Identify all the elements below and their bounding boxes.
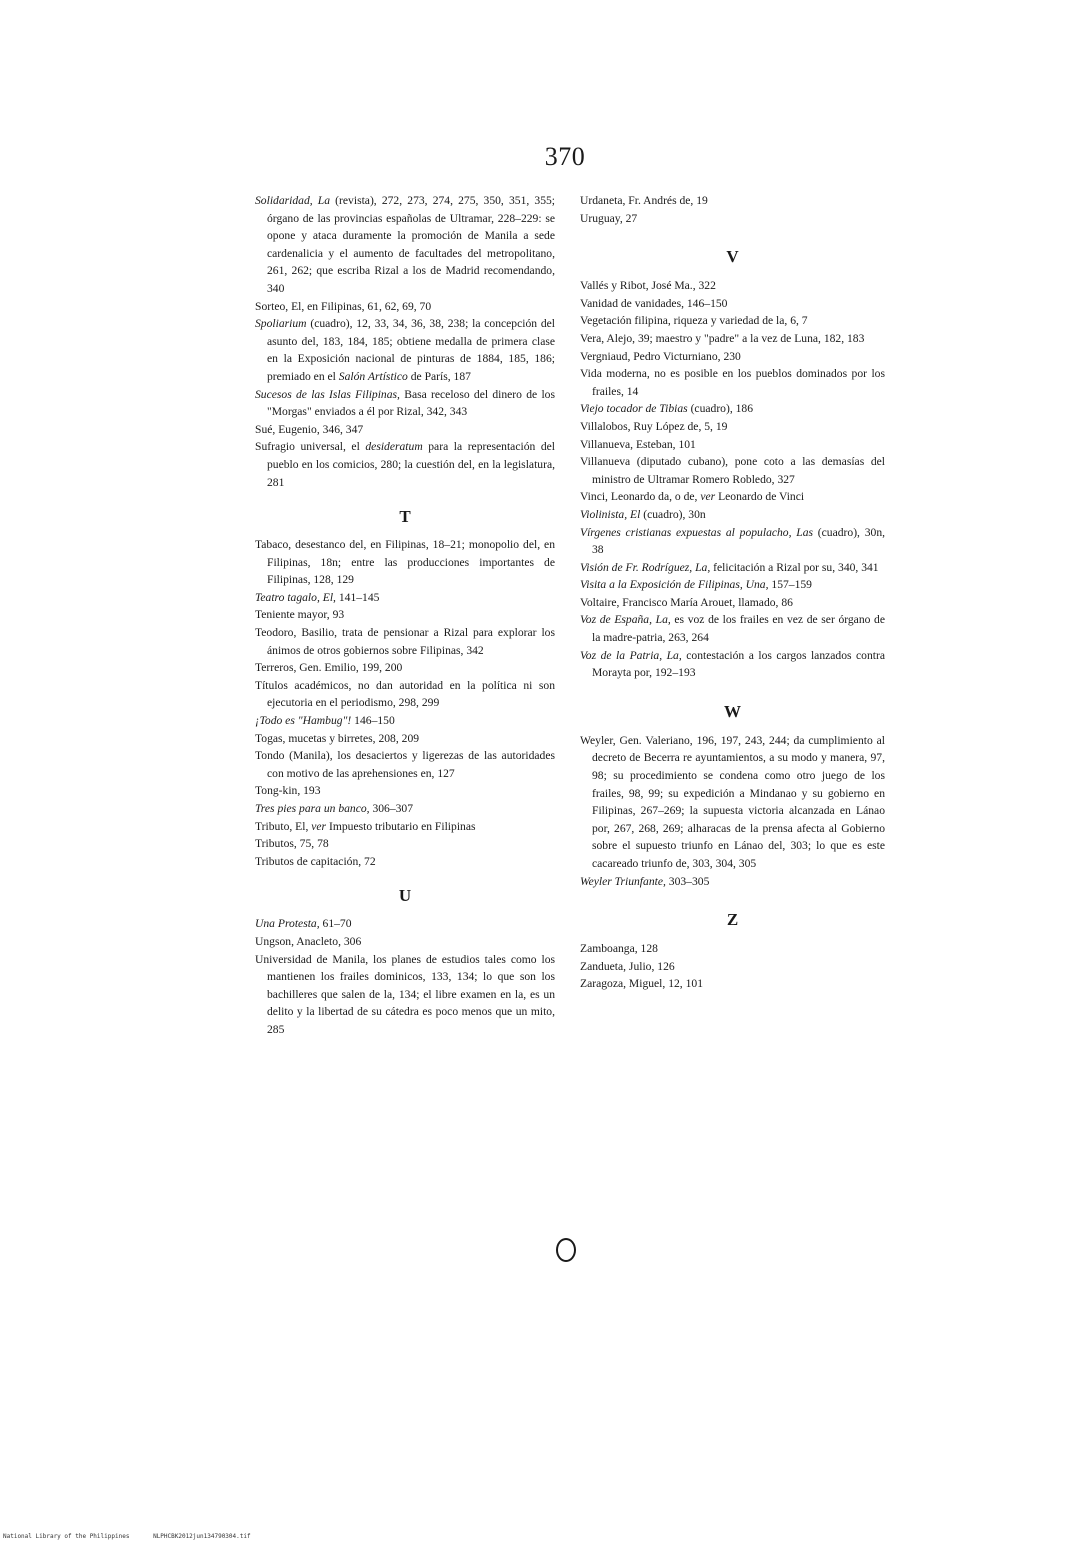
index-entry (580, 576, 885, 594)
index-entry (580, 348, 885, 366)
entry-text: Voltaire, Francisco María Arouet, llamado, 86 (580, 595, 793, 609)
index-entry (580, 958, 885, 976)
section-letter-w: W (724, 701, 741, 721)
index-entry (580, 277, 885, 295)
entry-text: para la representación del pueblo en los comicios, 280; la cuestión del, en la legislatura, 281 (267, 440, 556, 489)
index-entry (580, 400, 885, 418)
entry-text: Weyler, Gen. Valeriano, 196, 197, 243, 244; da cumplimiento al decreto de Becerra re ayuntamientos, a su modo y manera, 97, 98; su procedimiento se condena como otro juego de los frailes, 98, 99; su expedición a Mindanao y su gobierno en Filipinas, 267–269; la supuesta victoria alcanzada en Lánao por, 267, 268, 269; alharacas de la prensa afecta al Gobierno sobre el supuesto triunfo en Lánao del, 303; lo que es este cacareado triunfo de, 303, 304, 305 (580, 733, 885, 870)
index-entry (255, 915, 555, 933)
index-entry (255, 386, 555, 421)
entry-title-italic: Viejo tocador de Tibias (580, 402, 688, 416)
entry-text: Sufragio universal, el (255, 440, 366, 454)
entry-text: Teniente mayor, 93 (255, 608, 345, 622)
entry-text: Uruguay, 27 (580, 211, 638, 225)
index-entry (580, 524, 885, 559)
entry-text: Vegetación filipina, riqueza y variedad de la, 6, 7 (580, 314, 808, 328)
page-number: 370 (544, 142, 586, 171)
index-entry (255, 818, 555, 836)
entry-text: contestación a los cargos lanzados contra Morayta por, 192–193 (592, 648, 885, 680)
index-entry (255, 315, 555, 385)
entry-text: Vallés y Ribot, José Ma., 322 (580, 279, 716, 293)
entry-text: Leonardo de Vinci (715, 490, 805, 504)
entry-text: Zandueta, Julio, 126 (580, 959, 675, 973)
index-entry (255, 800, 555, 818)
entry-text: Tributos, 75, 78 (255, 837, 329, 851)
index-entry (580, 647, 885, 682)
index-entry (255, 298, 555, 316)
index-entry (255, 782, 555, 800)
entry-text: es voz de los frailes en vez de ser órgano de la madre-patria, 263, 264 (592, 613, 885, 645)
entry-text: Sué, Eugenio, 346, 347 (255, 422, 364, 436)
section-letter-u: U (398, 886, 412, 906)
entry-title-italic: Visita a la Exposición de Filipinas, Una, (580, 578, 769, 592)
index-entry (580, 312, 885, 330)
entry-text: 303–305 (665, 874, 710, 888)
entry-title-italic: ver (700, 490, 716, 504)
entry-text: 141–145 (335, 590, 380, 604)
index-entry (255, 677, 555, 712)
index-entry (255, 438, 555, 491)
end-ornament (556, 1238, 576, 1262)
entry-title-italic: Una Protesta, (255, 917, 320, 931)
index-entry (255, 853, 555, 871)
entry-text: Urdaneta, Fr. Andrés de, 19 (580, 194, 708, 207)
entry-text: 146–150 (351, 714, 395, 728)
entry-text: (cuadro), 12, 33, 34, 36, 38, 238; la concepción del asunto del, 183, 184, 185; obtiene medalla de primera clase en la Exposición nacional de pinturas de 1884, 185, 186; premiado en el (267, 317, 555, 383)
entry-title-italic: Spoliarium (255, 317, 307, 331)
entry-title-italic: ¡Todo es "Hambug"! (255, 714, 352, 728)
index-entry (580, 975, 885, 993)
entry-text: Tondo (Manila), los desaciertos y ligerezas de las autoridades con motivo de las aprehensiones en, 127 (255, 749, 555, 780)
index-entry (255, 712, 555, 730)
entry-title-italic: Voz de la Patria, La, (580, 648, 682, 662)
entry-text: Vida moderna, no es posible en los pueblos dominados por los frailes, 14 (580, 367, 885, 398)
entry-text: Vera, Alejo, 39; maestro y "padre" a la vez de Luna, 182, 183 (580, 331, 865, 345)
section-letter-t: T (399, 507, 411, 527)
entry-title-italic: Teatro tagalo, El, (255, 590, 336, 604)
entry-title-italic: Visión de Fr. Rodríguez, La, (580, 560, 711, 574)
entry-text: 157–159 (768, 578, 812, 592)
entry-title-italic: Violinista, El (580, 507, 641, 521)
entry-text: Villanueva (diputado cubano), pone coto a las demasías del ministro de Ultramar Romero Robledo, 327 (580, 455, 885, 486)
entry-title-italic: Voz de España, La, (580, 613, 671, 627)
entry-title-italic: Salón Artístico (338, 369, 408, 383)
entry-text: Zaragoza, Miguel, 12, 101 (580, 977, 703, 991)
entry-text: Villalobos, Ruy López de, 5, 19 (580, 419, 728, 433)
index-entry (580, 873, 885, 891)
entry-text: Sorteo, El, en Filipinas, 61, 62, 69, 70 (255, 299, 432, 313)
entry-text: (cuadro), 30n (640, 507, 706, 521)
index-entry (255, 421, 555, 439)
entry-text: Vanidad de vanidades, 146–150 (580, 296, 728, 310)
index-column-right (580, 192, 885, 993)
scan-footer (3, 1533, 271, 1540)
entry-text: felicitación a Rizal por su, 340, 341 (710, 560, 879, 574)
index-entry (580, 453, 885, 488)
index-entry (255, 192, 555, 298)
index-column-left (255, 192, 555, 1039)
entry-title-italic: Weyler Triunfante, (580, 874, 666, 888)
index-entry (255, 933, 555, 951)
index-entry (255, 659, 555, 677)
index-entry (580, 594, 885, 612)
entry-text: de París, 187 (407, 369, 471, 383)
index-entry (580, 940, 885, 958)
entry-text: Tong-kin, 193 (255, 784, 321, 798)
entry-text: Villanueva, Esteban, 101 (580, 437, 696, 451)
entry-text: Títulos académicos, no dan autoridad en la política ni son ejecutoria en el periodismo, 298, 299 (255, 678, 555, 710)
entry-text: 61–70 (319, 917, 352, 931)
entry-text: Ungson, Anacleto, 306 (255, 934, 362, 948)
index-entry (580, 506, 885, 524)
index-entry (580, 365, 885, 400)
entry-text: Terreros, Gen. Emilio, 199, 200 (255, 661, 403, 675)
index-entry (580, 559, 885, 577)
entry-text: Togas, mucetas y birretes, 208, 209 (255, 731, 420, 745)
entry-text: (cuadro), 186 (687, 402, 754, 416)
index-entry (580, 611, 885, 646)
entry-text: Vinci, Leonardo da, o de, (580, 490, 701, 504)
entry-text: Basa receloso del dinero de los "Morgas" enviados a él por Rizal, 342, 343 (267, 387, 555, 419)
entry-title-italic: Vírgenes cristianas expuestas al populacho, Las (580, 525, 814, 539)
index-entry (255, 624, 555, 659)
index-entry (255, 536, 555, 589)
entry-text: Zamboanga, 128 (580, 942, 658, 956)
index-entry (255, 747, 555, 782)
entry-text: Teodoro, Basilio, trata de pensionar a Rizal para explorar los ánimos de otros gobiernos sobre Filipinas, 342 (255, 626, 555, 657)
entry-text: 306–307 (369, 802, 414, 815)
entry-text: Tributos de capitación, 72 (255, 854, 376, 868)
entry-title-italic: Sucesos de las Islas Filipinas, (255, 387, 400, 401)
index-entry (255, 589, 555, 607)
index-entry (580, 330, 885, 348)
index-entry (580, 436, 885, 454)
section-letter-v: V (726, 247, 739, 267)
section-letter-z: Z (726, 910, 739, 930)
entry-text: Vergniaud, Pedro Victurniano, 230 (580, 349, 741, 363)
index-entry (255, 606, 555, 624)
index-entry (255, 951, 555, 1039)
index-entry (580, 488, 885, 506)
entry-title-italic: desideratum (365, 440, 423, 454)
entry-text: Tributo, El, (255, 819, 312, 833)
entry-text: Impuesto tributario en Filipinas (326, 819, 476, 833)
index-entry (580, 418, 885, 436)
footer-file-id: NLPHCBK2012jun134790304.tif (153, 1533, 251, 1540)
index-entry (580, 192, 885, 210)
index-entry (255, 730, 555, 748)
entry-title-italic: ver (311, 819, 327, 833)
entry-text: Universidad de Manila, los planes de estudios tales como los mantienen los frailes dominicos, 133, 134; lo que son los bachilleres que salen de la, 134; el libre examen en la, es un delito y la libertad de su cátedra es poco menos que un mito, 285 (255, 952, 555, 1036)
index-entry (580, 732, 885, 873)
entry-text: (cuadro), 30n, 38 (592, 525, 886, 557)
entry-text: Tabaco, desestanco del, en Filipinas, 18–21; monopolio del, en Filipinas, 18n; entre las producciones importantes de Filipinas, 128, 129 (255, 538, 555, 587)
entry-title-italic: Solidaridad, La (255, 194, 331, 207)
index-entry (580, 295, 885, 313)
index-entry (255, 835, 555, 853)
entry-title-italic: Tres pies para un banco, (255, 802, 370, 815)
footer-library: National Library of the Philippines (3, 1533, 130, 1540)
entry-text: (revista), 272, 273, 274, 275, 350, 351, 355; órgano de las provincias españolas de Ultramar, 228–229: se opone y ataca duramente la promoción de Manila a sede cardenalicia y el aumento de facultades del metropolitano, 261, 262; que escriba Rizal a los de Madrid recomendando, 340 (267, 194, 556, 295)
index-entry (580, 210, 885, 228)
